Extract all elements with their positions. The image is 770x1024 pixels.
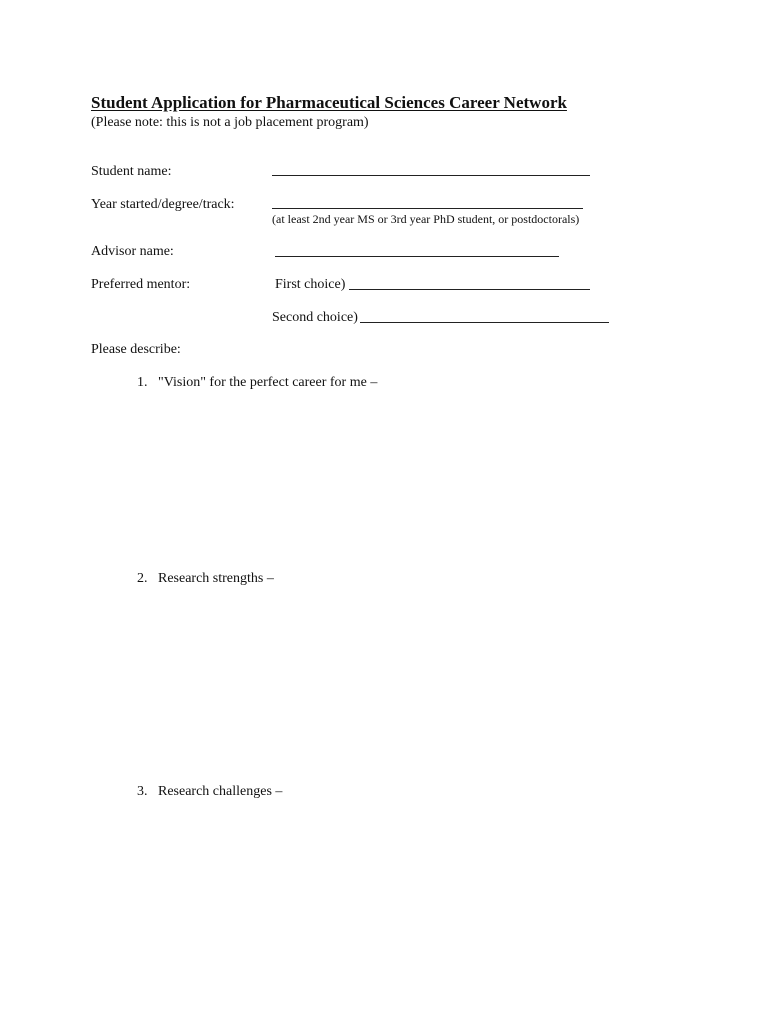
second-choice-label: Second choice)	[272, 310, 358, 325]
advisor-name-label: Advisor name:	[91, 244, 174, 259]
question-2-text: Research strengths –	[158, 571, 274, 586]
describe-label: Please describe:	[91, 342, 181, 357]
year-started-field[interactable]	[272, 208, 583, 209]
form-title: Student Application for Pharmaceutical Sciences Career Network	[91, 93, 567, 112]
first-choice-label: First choice)	[275, 277, 346, 292]
question-1-number: 1.	[137, 375, 148, 390]
question-1-answer-area[interactable]	[158, 398, 678, 558]
year-started-label: Year started/degree/track:	[91, 197, 235, 212]
first-choice-field[interactable]	[349, 289, 590, 290]
question-3-text: Research challenges –	[158, 784, 283, 799]
question-3-answer-area[interactable]	[158, 807, 678, 987]
question-1-text: "Vision" for the perfect career for me –	[158, 375, 378, 390]
preferred-mentor-label: Preferred mentor:	[91, 277, 191, 292]
question-2-answer-area[interactable]	[158, 594, 678, 774]
second-choice-field[interactable]	[360, 322, 609, 323]
advisor-name-field[interactable]	[275, 256, 559, 257]
question-3-number: 3.	[137, 784, 148, 799]
form-note: (Please note: this is not a job placement program)	[91, 115, 369, 130]
student-name-label: Student name:	[91, 164, 172, 179]
student-name-field[interactable]	[272, 175, 590, 176]
year-started-hint: (at least 2nd year MS or 3rd year PhD student, or postdoctorals)	[272, 212, 580, 226]
question-2-number: 2.	[137, 571, 148, 586]
